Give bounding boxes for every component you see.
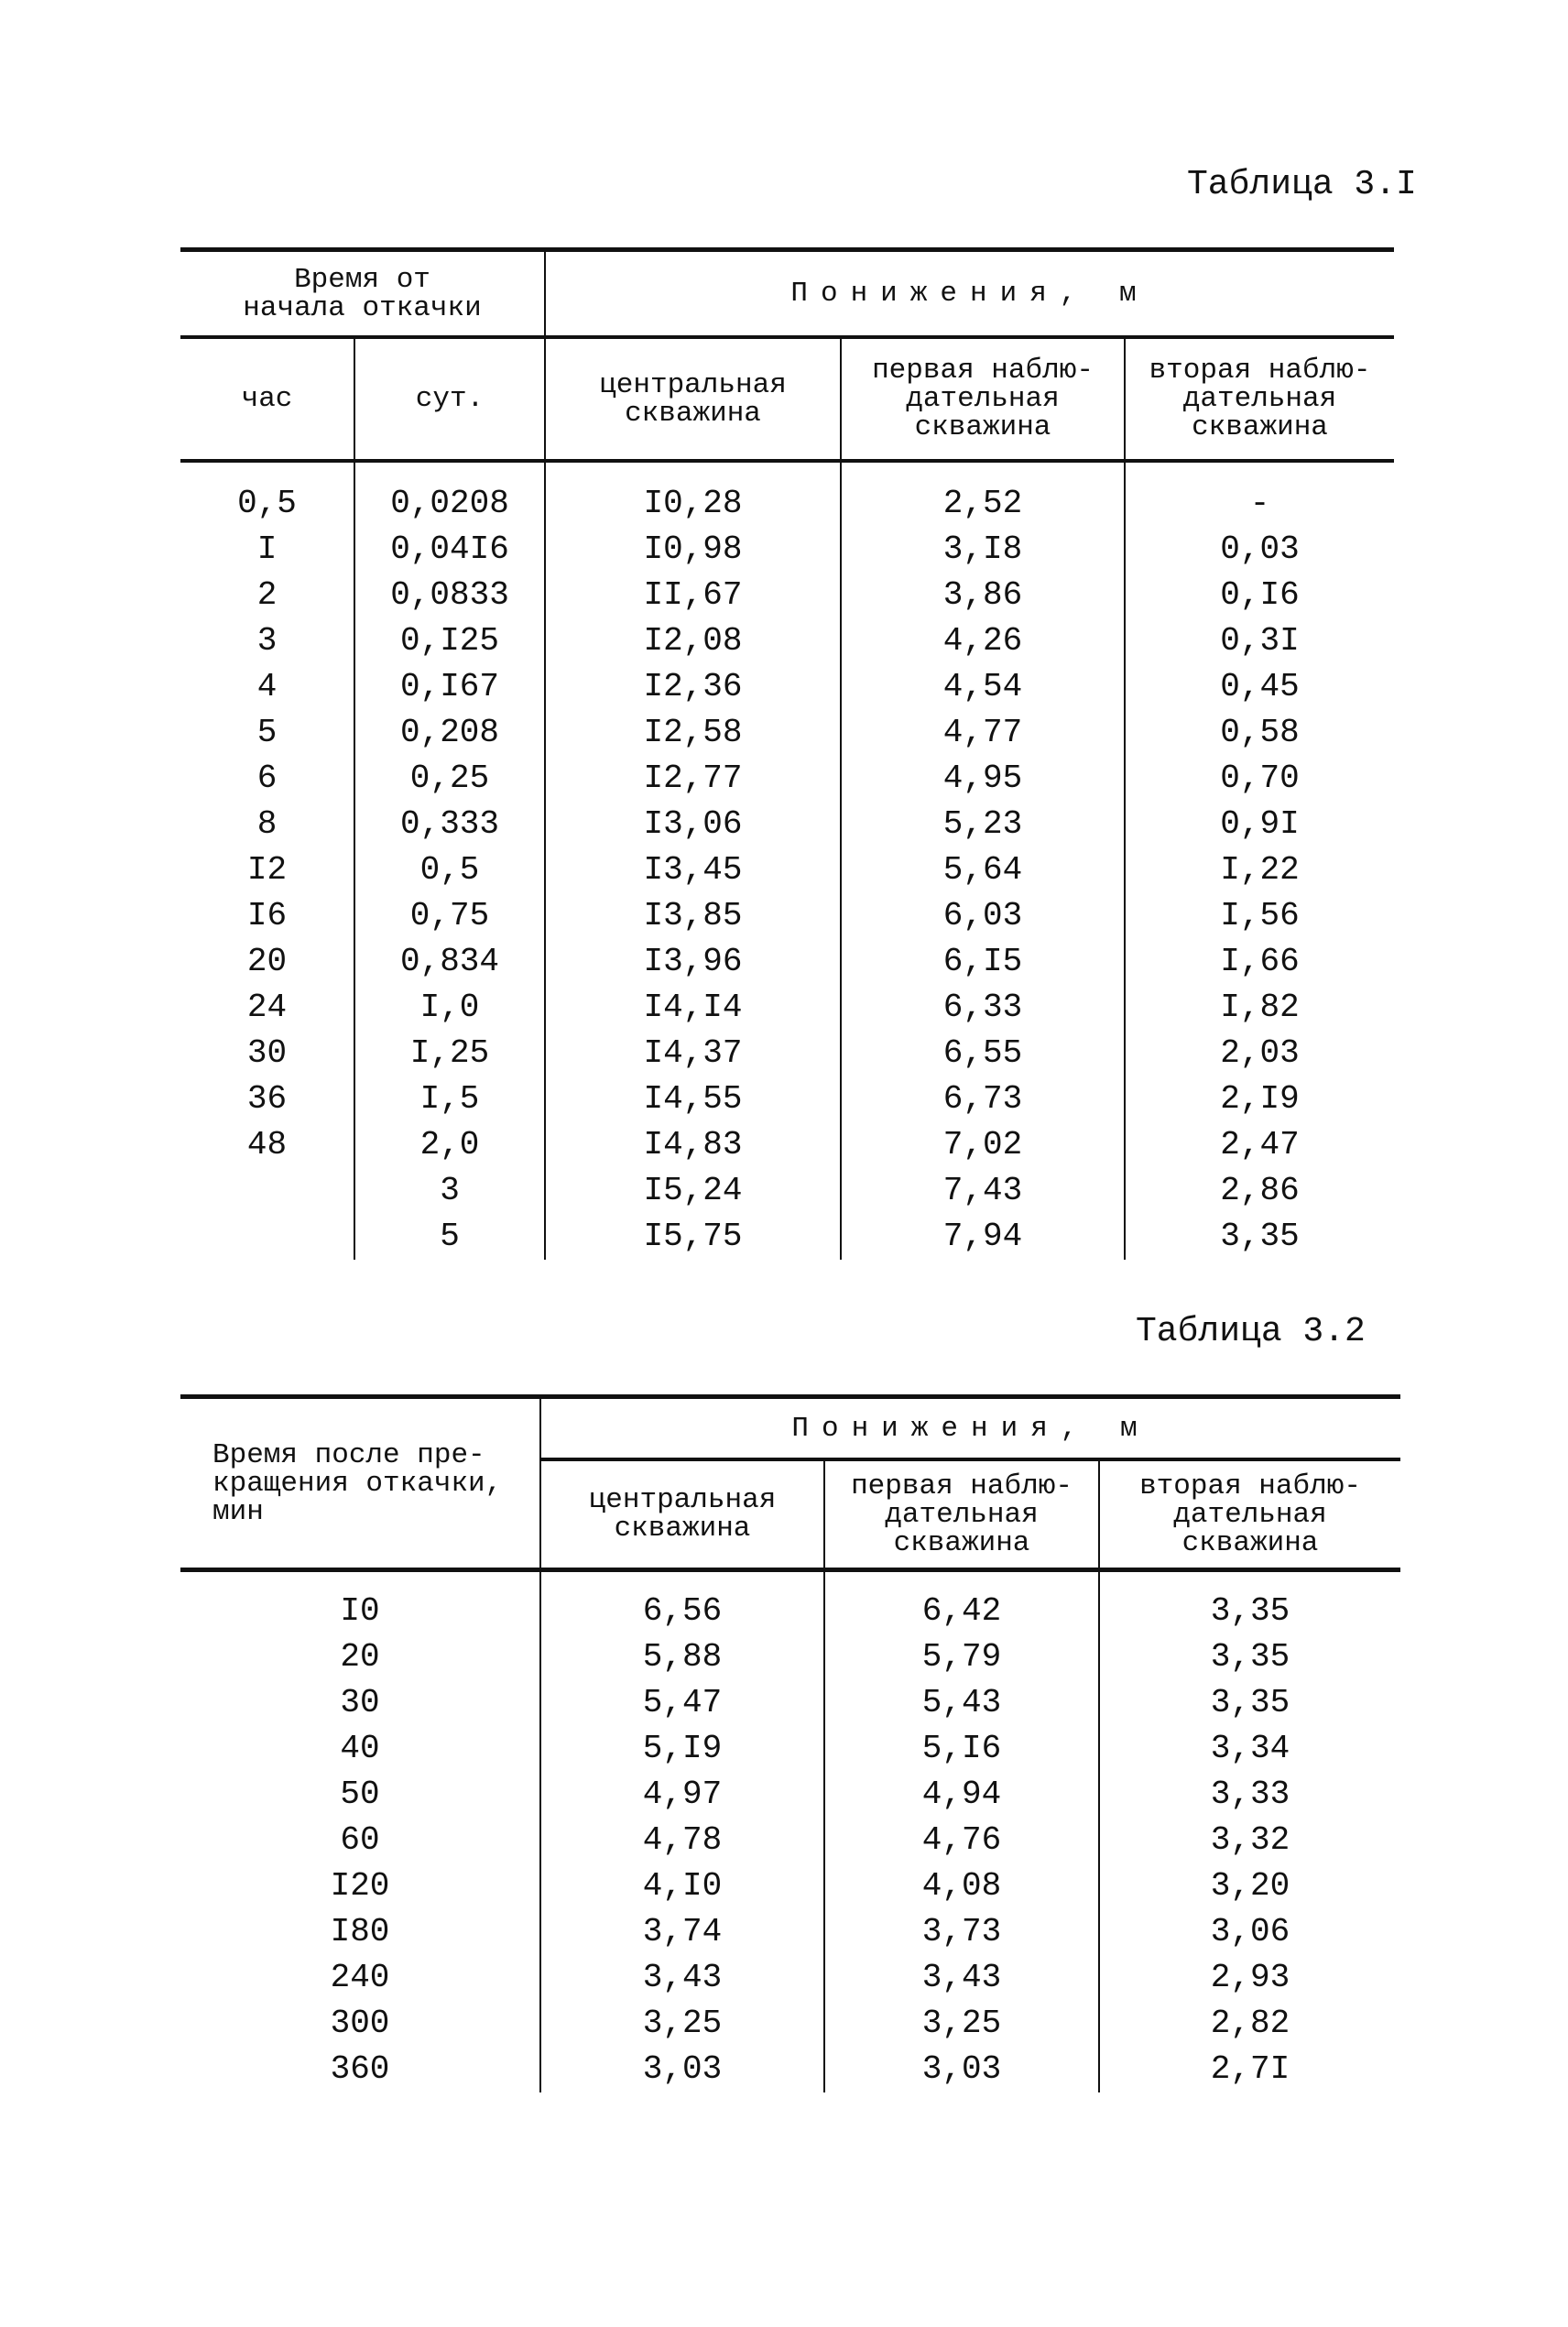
cell-d: 0,0208 [354, 461, 545, 527]
cell-c: I4,37 [545, 1031, 841, 1076]
cell-h: 3 [256, 622, 278, 660]
cell-d: 0,04I6 [354, 527, 545, 573]
cell-o2: 3,06 [1099, 1909, 1400, 1955]
cell-d: 3 [354, 1168, 545, 1214]
cell-o1: 6,I5 [841, 939, 1125, 985]
table-row [180, 2047, 1400, 2092]
col2-observation-well-2-header: вторая наблю-дательная скважина [1099, 1459, 1400, 1570]
cell-h: 20 [246, 943, 288, 980]
cell-c: 4,78 [540, 1818, 824, 1863]
table-row [180, 1955, 1400, 2001]
cell-h: 8 [256, 805, 278, 843]
table-row [180, 802, 1394, 847]
cell-c: I2,77 [545, 756, 841, 802]
table-row [180, 1818, 1400, 1863]
cell-o2: 0,03 [1125, 527, 1394, 573]
table-row [180, 1214, 1394, 1260]
cell-c: 4,97 [540, 1772, 824, 1818]
cell-o1: 4,76 [824, 1818, 1099, 1863]
cell-c: 3,74 [540, 1909, 824, 1955]
cell-o2: 3,20 [1099, 1863, 1400, 1909]
cell-o1: 6,55 [841, 1031, 1125, 1076]
cell-o1: 5,23 [841, 802, 1125, 847]
cell-d: 0,25 [354, 756, 545, 802]
table-row [180, 573, 1394, 618]
cell-t: 300 [330, 2005, 390, 2042]
cell-c: 3,43 [540, 1955, 824, 2001]
cell-c: 5,47 [540, 1680, 824, 1726]
cell-o2: 2,93 [1099, 1955, 1400, 2001]
cell-t: I80 [330, 1913, 390, 1950]
table-row [180, 939, 1394, 985]
cell-o2: - [1125, 461, 1394, 527]
cell-o1: 5,64 [841, 847, 1125, 893]
table-row [180, 1634, 1400, 1680]
table-row [180, 664, 1394, 710]
cell-h: 2 [256, 576, 278, 614]
time-group-header: Время от начала откачки [180, 250, 545, 338]
cell-h: 6 [256, 759, 278, 797]
cell-o1: 2,52 [841, 461, 1125, 527]
cell-o1: 3,25 [824, 2001, 1099, 2047]
cell-c: 3,25 [540, 2001, 824, 2047]
col-central-well-header: центральная скважина [545, 337, 841, 461]
cell-o1: 5,79 [824, 1634, 1099, 1680]
time-after-stop-header: Время после пре-кращения откачки, мин [212, 1438, 503, 1528]
table-row [180, 461, 1394, 527]
cell-o2: 0,45 [1125, 664, 1394, 710]
table-row [180, 1570, 1400, 1635]
cell-c: I4,I4 [545, 985, 841, 1031]
cell-h: 36 [246, 1080, 288, 1118]
cell-d: 2,0 [354, 1122, 545, 1168]
table-row [180, 1122, 1394, 1168]
cell-o2: 3,35 [1125, 1214, 1394, 1260]
cell-c: I3,85 [545, 893, 841, 939]
table-row [180, 756, 1394, 802]
cell-o2: I,66 [1125, 939, 1394, 985]
cell-c: I2,58 [545, 710, 841, 756]
cell-o1: 6,33 [841, 985, 1125, 1031]
cell-o2: 0,9I [1125, 802, 1394, 847]
col2-observation-well-1-header: первая наблю-дательная скважина [824, 1459, 1099, 1570]
cell-h [180, 1168, 354, 1214]
cell-o2: 2,03 [1125, 1031, 1394, 1076]
cell-o2: 3,33 [1099, 1772, 1400, 1818]
cell-d: 0,75 [354, 893, 545, 939]
cell-t: 60 [340, 1821, 380, 1859]
table-row [180, 710, 1394, 756]
cell-o1: 5,43 [824, 1680, 1099, 1726]
cell-c: I0,98 [545, 527, 841, 573]
cell-o2: 2,47 [1125, 1122, 1394, 1168]
cell-c: 5,88 [540, 1634, 824, 1680]
cell-h: 0,5 [237, 485, 297, 522]
cell-c: I4,55 [545, 1076, 841, 1122]
table-3-1 [180, 247, 1394, 1260]
cell-t: 50 [340, 1775, 380, 1813]
table-row [180, 1909, 1400, 1955]
cell-h: 4 [256, 668, 278, 705]
cell-c: I3,45 [545, 847, 841, 893]
cell-o2: 3,35 [1099, 1570, 1400, 1635]
cell-h: 5 [256, 714, 278, 751]
cell-o1: 3,I8 [841, 527, 1125, 573]
cell-h: 48 [246, 1126, 288, 1164]
cell-c: I0,28 [545, 461, 841, 527]
table-row [180, 1076, 1394, 1122]
table-row [180, 893, 1394, 939]
table-row [180, 847, 1394, 893]
cell-d: 0,I25 [354, 618, 545, 664]
col-hours-header: час [180, 337, 354, 461]
cell-d: 0,208 [354, 710, 545, 756]
col2-central-well-header: центральная скважина [540, 1459, 824, 1570]
cell-c: 6,56 [540, 1570, 824, 1635]
cell-h: 24 [246, 989, 288, 1026]
cell-h [180, 1214, 354, 1260]
cell-o2: 0,3I [1125, 618, 1394, 664]
table-row [180, 2001, 1400, 2047]
table1-caption: Таблица 3.I [1187, 165, 1417, 204]
cell-o2: I,56 [1125, 893, 1394, 939]
cell-o2: 0,70 [1125, 756, 1394, 802]
cell-o2: 3,32 [1099, 1818, 1400, 1863]
cell-o1: 7,02 [841, 1122, 1125, 1168]
cell-c: I2,36 [545, 664, 841, 710]
cell-c: I3,06 [545, 802, 841, 847]
col-observation-well-1-header: первая наблю-дательная скважина [841, 337, 1125, 461]
cell-c: 4,I0 [540, 1863, 824, 1909]
cell-t: I0 [340, 1592, 380, 1630]
cell-o1: 3,03 [824, 2047, 1099, 2092]
cell-o1: 3,86 [841, 573, 1125, 618]
cell-d: 0,834 [354, 939, 545, 985]
drawdown-group-header: Понижения, м [545, 250, 1394, 338]
table-row [180, 1680, 1400, 1726]
cell-c: 3,03 [540, 2047, 824, 2092]
table-row [180, 527, 1394, 573]
cell-h: I [256, 530, 278, 568]
table-row [180, 1168, 1394, 1214]
cell-d: 0,0833 [354, 573, 545, 618]
cell-c: I4,83 [545, 1122, 841, 1168]
table-row [180, 1726, 1400, 1772]
cell-d: I,25 [354, 1031, 545, 1076]
cell-o1: 4,94 [824, 1772, 1099, 1818]
cell-o1: 4,08 [824, 1863, 1099, 1909]
cell-o1: 5,I6 [824, 1726, 1099, 1772]
cell-o1: 6,73 [841, 1076, 1125, 1122]
cell-t: 360 [330, 2050, 390, 2088]
cell-o2: I,82 [1125, 985, 1394, 1031]
cell-h: I6 [246, 897, 288, 934]
table-row [180, 618, 1394, 664]
cell-d: 0,333 [354, 802, 545, 847]
cell-d: I,5 [354, 1076, 545, 1122]
col-days-header: сут. [354, 337, 545, 461]
cell-o1: 7,43 [841, 1168, 1125, 1214]
cell-c: I2,08 [545, 618, 841, 664]
cell-t: 30 [340, 1684, 380, 1721]
cell-t: 40 [340, 1730, 380, 1767]
cell-o1: 7,94 [841, 1214, 1125, 1260]
cell-o1: 6,03 [841, 893, 1125, 939]
cell-o1: 4,77 [841, 710, 1125, 756]
cell-d: 5 [354, 1214, 545, 1260]
cell-t: I20 [330, 1867, 390, 1905]
cell-o2: 0,58 [1125, 710, 1394, 756]
table-row [180, 1863, 1400, 1909]
cell-o1: 3,73 [824, 1909, 1099, 1955]
cell-c: I5,24 [545, 1168, 841, 1214]
cell-o2: 3,35 [1099, 1680, 1400, 1726]
cell-t: 240 [330, 1959, 390, 1996]
cell-o2: 2,86 [1125, 1168, 1394, 1214]
cell-d: I,0 [354, 985, 545, 1031]
cell-d: 0,I67 [354, 664, 545, 710]
cell-c: I5,75 [545, 1214, 841, 1260]
drawdown-group-header-2: Понижения, м [540, 1397, 1400, 1460]
cell-o1: 6,42 [824, 1570, 1099, 1635]
cell-o2: 2,7I [1099, 2047, 1400, 2092]
cell-o2: 2,I9 [1125, 1076, 1394, 1122]
cell-c: II,67 [545, 573, 841, 618]
cell-o1: 4,95 [841, 756, 1125, 802]
cell-d: 0,5 [354, 847, 545, 893]
col-observation-well-2-header: вторая наблю-дательная скважина [1125, 337, 1394, 461]
cell-c: 5,I9 [540, 1726, 824, 1772]
table-row [180, 985, 1394, 1031]
cell-o2: 3,34 [1099, 1726, 1400, 1772]
table-row [180, 1772, 1400, 1818]
cell-o2: I,22 [1125, 847, 1394, 893]
cell-o2: 0,I6 [1125, 573, 1394, 618]
table-3-2 [180, 1394, 1400, 2092]
cell-h: 30 [246, 1034, 288, 1072]
table2-caption: Таблица 3.2 [1136, 1312, 1366, 1351]
cell-o1: 3,43 [824, 1955, 1099, 2001]
table-row [180, 1031, 1394, 1076]
cell-o2: 3,35 [1099, 1634, 1400, 1680]
cell-o2: 2,82 [1099, 2001, 1400, 2047]
cell-o1: 4,26 [841, 618, 1125, 664]
cell-o1: 4,54 [841, 664, 1125, 710]
cell-h: I2 [246, 851, 288, 889]
cell-c: I3,96 [545, 939, 841, 985]
cell-t: 20 [340, 1638, 380, 1676]
